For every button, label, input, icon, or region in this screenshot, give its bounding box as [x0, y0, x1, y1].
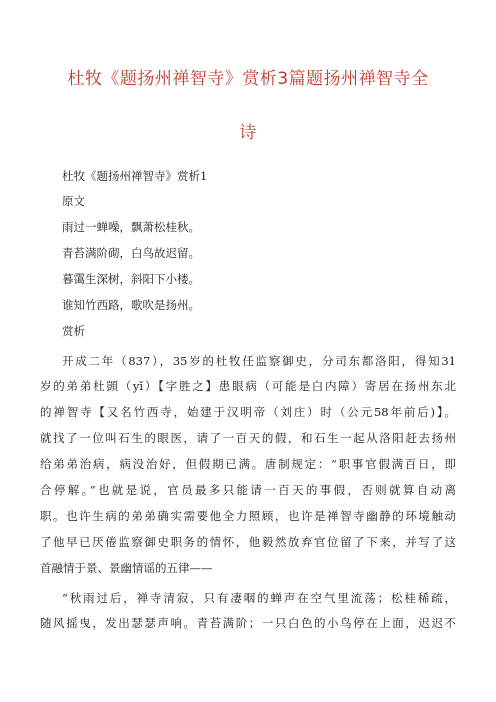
paragraph-line: 首融情于景、景幽情谣的五律—— [40, 561, 213, 575]
paragraph-line: “秋雨过后，禅寺清寂，只有凄咽的蝉声在空气里流荡；松桂稀疏， [62, 591, 456, 605]
poem-line: 谁知竹西路，歌吹是扬州。 [62, 298, 200, 312]
paragraph-line: 了他早已厌倦监察御史职务的情怀，他毅然放弃官位留了下来，并写了这 [40, 535, 456, 549]
poem-line: 青苔满阶砌，白鸟故迟留。 [62, 246, 200, 260]
label-original: 原文 [62, 194, 85, 208]
document-title-line-1: 杜牧《题扬州禅智寺》赏析3篇题扬州禅智寺全 [67, 69, 429, 89]
poem-line: 暮霭生深树，斜阳下小楼。 [62, 272, 200, 286]
document-title-line-2: 诗 [239, 123, 257, 143]
paragraph-line: 随风摇曳，发出瑟瑟声响。青苔满阶；一只白色的小鸟停在上面，迟迟不 [40, 616, 456, 630]
poem-line: 雨过一蝉噪，飘萧松桂秋。 [62, 220, 200, 234]
paragraph-line: 合停解。”也就是说，官员最多只能请一百天的事假，否则就算自动离 [40, 483, 456, 497]
section-heading: 杜牧《题扬州禅智寺》赏析1 [62, 169, 208, 183]
paragraph-line: 的禅智寺【又名竹西寺，始建于汉明帝（刘庄）时（公元58年前后)】。 [40, 405, 456, 419]
paragraph-line: 开成二年（837），35岁的杜牧任监察御史，分司东都洛阳，得知31 [62, 354, 456, 368]
paragraph-line: 岁的弟弟杜顗（yǐ）【字胜之】患眼病（可能是白内障）寄居在扬州东北 [40, 379, 456, 393]
paragraph-line: 就找了一位叫石生的眼医，请了一百天的假，和石生一起从洛阳赶去扬州 [40, 431, 456, 445]
paragraph-line: 职。也许生病的弟弟确实需要他全力照顾，也许是禅智寺幽静的环境触动 [40, 509, 456, 523]
paragraph-line: 给弟弟治病，病没治好，但假期已满。唐制规定：“职事官假满百日，即 [40, 457, 456, 471]
label-analysis: 赏析 [62, 324, 85, 338]
